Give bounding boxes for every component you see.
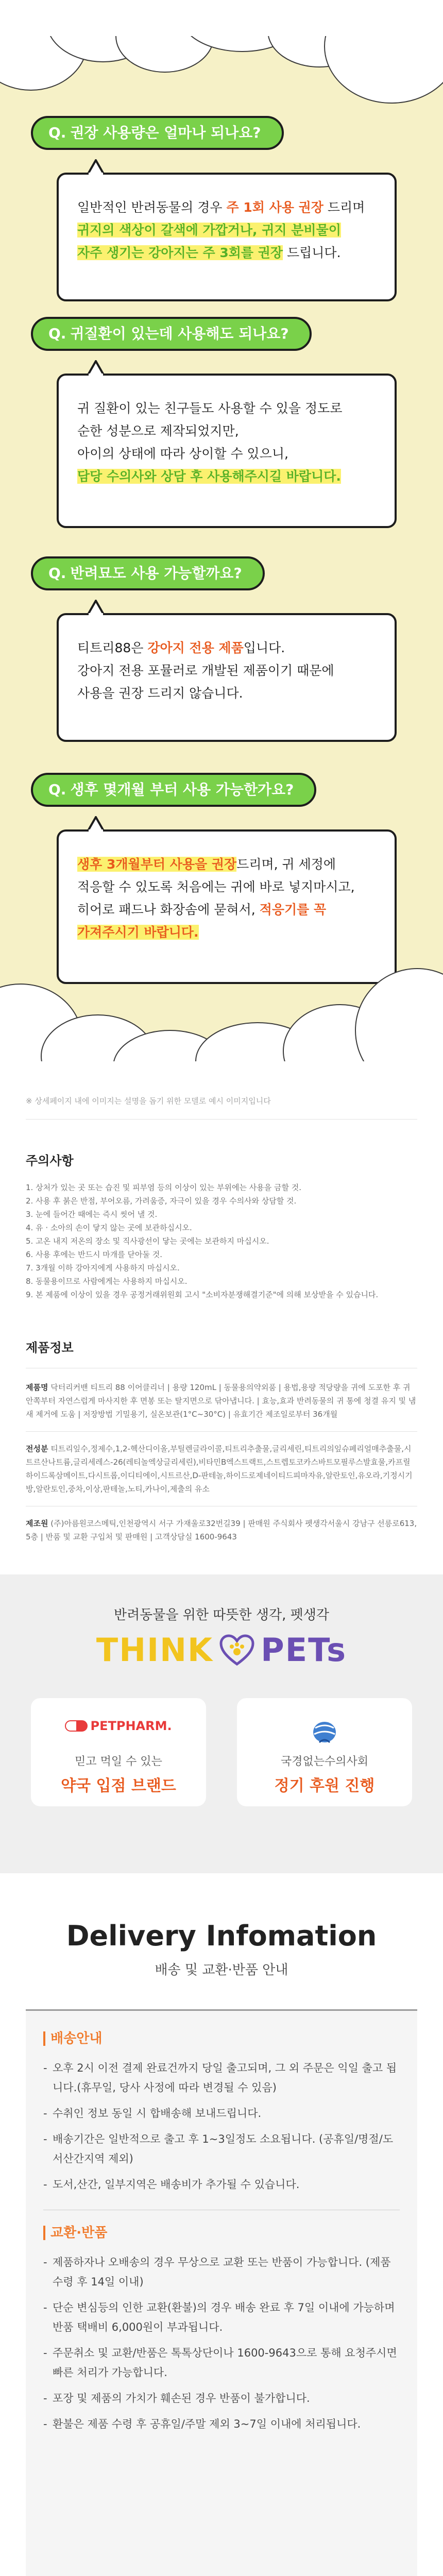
- vets-without-borders-logo: [237, 1719, 412, 1744]
- q-mark-icon: Q.: [48, 124, 66, 141]
- card-headline: 약국 입점 브랜드: [61, 1777, 176, 1795]
- answer-line: [77, 196, 376, 219]
- answer-line: [77, 465, 376, 488]
- answer-segment: 입니다.: [243, 640, 285, 655]
- caution-item: 4. 유 · 소아의 손이 닿지 않는 곳에 보관하십시오.: [26, 1223, 192, 1232]
- answer-line: [77, 219, 376, 242]
- answer-segment: 자주 생기는 강아지는 주 3회를 권장: [77, 245, 283, 260]
- faq-question-1[interactable]: [31, 116, 284, 150]
- answer-line: [77, 397, 376, 420]
- info-text: 닥터리커밴 티트리 88 이어클리너 | 용량 120mL | 동물용의약외품 | 용법,용량 적당량을 귀에 도포한 후 귀 안쪽부터 자연스럽게 마사지한 후 면봉 또는 탈지면으로 닦아냅니다. | 효능,효과 반려동물의 귀 통에 청결 유지 및 냄새 제거에 도움 | 저장방법 기밀용기, 실온보관(1°C~30°C) | 유효기간 제조일로부터 36개월: [26, 1383, 416, 1419]
- info-text: (주)아름원코스메틱,인천광역시 서구 가재울로32번길39 | 판매원 주식회사 펫생각서울시 강남구 선릉로613, 5층 | 반품 및 교환 구입처 및 판매원 | 고객상담실 1600-9643: [26, 1519, 417, 1541]
- delivery-section: [0, 1920, 443, 2576]
- product-info-main: [26, 1381, 417, 1421]
- answer-segment: 적응기를 꼭: [259, 902, 327, 917]
- divider: [26, 1431, 417, 1432]
- answer-lines: [77, 853, 376, 944]
- answer-segment: 순한 성분으로 제작되었지만,: [77, 423, 239, 438]
- product-info-section: [0, 1337, 443, 1544]
- shipping-item: - 수취인 정보 동일 시 합배송해 보내드립니다.: [43, 2104, 400, 2123]
- caution-item: 5. 고온 내지 저온의 장소 및 직사광선이 닿는 곳에는 보관하지 마십시오.: [26, 1236, 269, 1246]
- return-item: - 환불은 제품 수령 후 공휴일/주말 제외 3~7일 이내에 처리됩니다.: [43, 2414, 400, 2434]
- q-mark-icon: Q.: [48, 565, 66, 582]
- answer-segment: 귀지의 색상이 갈색에 가깝거나, 귀지 분비물이: [77, 223, 341, 238]
- logo-pets: PETs: [261, 1631, 347, 1669]
- answer-segment: 가져주시기 바랍니다.: [77, 925, 199, 940]
- faq-answer-1: [57, 173, 397, 301]
- faq-answer-3: [57, 613, 397, 742]
- thinkpets-logo: [0, 1631, 443, 1669]
- answer-segment: 주 1회 사용 권장: [226, 200, 323, 215]
- answer-segment: 강아지 전용 포뮬러로 개발된 제품이기 때문에: [77, 663, 334, 678]
- answer-line: [77, 876, 376, 899]
- brand-section: [0, 1574, 443, 1873]
- delivery-info-box: [26, 2009, 417, 2576]
- globe-vet-icon: [309, 1719, 340, 1745]
- q-mark-icon: Q.: [48, 781, 66, 798]
- divider: [26, 1119, 417, 1120]
- shipping-item: - 도서,산간, 일부지역은 배송비가 추가될 수 있습니다.: [43, 2175, 400, 2194]
- caution-list: [26, 1181, 417, 1301]
- speech-tail-icon: [86, 360, 106, 376]
- caution-item: 1. 상처가 있는 곳 또는 습진 및 피부염 등의 이상이 있는 부위에는 사용을 금할 것.: [26, 1183, 302, 1192]
- answer-segment: 생후 3개월부터 사용을 권장: [77, 857, 237, 872]
- info-label: 전성분: [26, 1444, 48, 1453]
- faq-question-3[interactable]: [31, 556, 265, 590]
- speech-tail-icon: [86, 600, 106, 615]
- speech-tail-icon: [86, 816, 106, 832]
- answer-line: [77, 659, 376, 682]
- heart-paw-icon: [219, 1634, 255, 1666]
- answer-line: [77, 637, 376, 659]
- answer-segment: 드리며, 귀 세정에: [236, 857, 336, 872]
- pill-icon: [65, 1720, 88, 1732]
- faq-question-4[interactable]: [31, 773, 316, 807]
- faq-question-text: 반려묘도 사용 가능할까요?: [70, 565, 242, 582]
- caution-item: 9. 본 제품에 이상이 있을 경우 공정거래위원회 고시 "소비자분쟁해결기준"에 의해 보상받을 수 있습니다.: [26, 1290, 379, 1299]
- answer-lines: [77, 196, 376, 264]
- return-item: - 포장 및 제품의 가치가 훼손된 경우 반품이 불가합니다.: [43, 2388, 400, 2408]
- petpharm-logo: [31, 1719, 206, 1744]
- petpharm-wordmark: PETPHARM.: [90, 1719, 172, 1733]
- faq-section: [0, 0, 443, 1082]
- product-info-title: 제품정보: [26, 1341, 74, 1355]
- caution-item: 8. 동물용이므로 사람에게는 사용하지 마십시오.: [26, 1277, 188, 1286]
- card-caption: 국경없는수의사회: [280, 1755, 369, 1768]
- answer-segment: 아이의 상태에 따라 상이할 수 있으니,: [77, 446, 288, 461]
- logo-think: THINK: [96, 1631, 214, 1669]
- delivery-subtitle: 배송 및 교환·반품 안내: [155, 1962, 288, 1978]
- faq-question-text: 생후 몇개월 부터 사용 가능한가요?: [70, 781, 294, 798]
- answer-segment: 담당 수의사와 상담 후 사용해주시길 바랍니다.: [77, 469, 341, 484]
- info-text: 티트리잎수,정제수,1,2-헥산디이올,부틸렌글라이콜,티트리추출물,글리세린,티트리의잎슈페리얼매추출물,시트르산나트륨,글리세레스-26(레티놀엑상글리세린),비타민B엑스트랙트,스트렙토코카스바트모필루스발효물,카프릴하이드록삼메이트,다시트롭,이디티에이,시트르산,D-판테놀,하이드로제네이티드피마자유,알란토인,유오라,기정시기방,알란토인,중차,이상,판테놀,노티,카나이,제출의 유소: [26, 1444, 413, 1494]
- brand-card-pharmacy: [31, 1698, 206, 1806]
- answer-segment: 일반적인 반려동물의 경우: [77, 200, 227, 215]
- faq-question-2[interactable]: [31, 317, 312, 351]
- return-heading: 교환·반품: [43, 2226, 400, 2240]
- return-item: - 제품하자나 오배송의 경우 무상으로 교환 또는 반품이 가능합니다. (제품 수령 후 14일 이내): [43, 2252, 400, 2292]
- caution-item: 7. 3개월 이하 강아지에게 사용하지 마십시오.: [26, 1263, 180, 1273]
- answer-segment: 귀 질환이 있는 친구들도 사용할 수 있을 정도로: [77, 401, 343, 416]
- faq-question-text: 권장 사용량은 얼마나 되나요?: [70, 124, 261, 141]
- q-mark-icon: Q.: [48, 325, 66, 342]
- return-list: [43, 2252, 400, 2434]
- answer-line: [77, 420, 376, 443]
- caution-item: 3. 눈에 들어간 때에는 즉시 씻어 낼 것.: [26, 1210, 158, 1219]
- shipping-item: - 배송기간은 일반적으로 출고 후 1~3일정도 소요됩니다. (공휴일/명절/도서산간지역 제외): [43, 2129, 400, 2168]
- caution-item: 6. 사용 후에는 반드시 마개를 닫아둘 것.: [26, 1250, 163, 1259]
- brand-subtitle: 반려동물을 위한 따뜻한 생각, 펫생각: [113, 1607, 330, 1623]
- answer-line: [77, 242, 376, 264]
- info-label: 제품명: [26, 1383, 48, 1392]
- return-item: - 주문취소 및 교환/반품은 톡톡상단이나 1600-9643으로 통해 요청주시면 빠른 처리가 가능합니다.: [43, 2343, 400, 2382]
- faq-question-text: 귀질환이 있는데 사용해도 되나요?: [70, 325, 289, 342]
- card-caption: 믿고 먹일 수 있는: [75, 1755, 162, 1768]
- answer-line: [77, 853, 376, 876]
- answer-lines: [77, 637, 376, 705]
- answer-segment: 사용을 권장 드리지 않습니다.: [77, 686, 243, 701]
- caution-title: 주의사항: [26, 1154, 74, 1168]
- shipping-list: [43, 2058, 400, 2194]
- answer-segment: 히어로 패드나 화장솜에 묻혀서,: [77, 902, 260, 917]
- delivery-title: Delivery Infomation: [66, 1920, 377, 1952]
- faq-answer-2: [57, 374, 397, 528]
- product-info-ingredients: [26, 1442, 417, 1496]
- answer-line: [77, 899, 376, 921]
- answer-segment: 드리며: [323, 200, 365, 215]
- shipping-heading: 배송안내: [43, 2031, 400, 2046]
- image-notice: ※ 상세페이지 내에 이미지는 설명을 돕기 위한 모델로 예시 이미지입니다: [26, 1096, 271, 1106]
- caution-item: 2. 사용 후 붉은 반점, 부어오름, 가려움증, 자극이 있을 경우 수의사와 상담할 것.: [26, 1196, 297, 1206]
- answer-segment: 티트리88은: [77, 640, 148, 655]
- answer-line: [77, 443, 376, 465]
- answer-segment: 적응할 수 있도록 처음에는 귀에 바로 넣지마시고,: [77, 879, 355, 894]
- speech-tail-icon: [86, 159, 106, 175]
- card-headline: 정기 후원 진행: [274, 1777, 375, 1795]
- answer-lines: [77, 397, 376, 488]
- cloud-decoration-top: [0, 0, 443, 118]
- answer-line: [77, 682, 376, 705]
- brand-card-sponsor: [237, 1698, 412, 1806]
- answer-segment: 강아지 전용 제품: [147, 640, 244, 655]
- return-item: - 단순 변심등의 인한 교환(환불)의 경우 배송 완료 후 7일 이내에 가능하며 반품 택배비 6,000원이 부과됩니다.: [43, 2298, 400, 2337]
- info-label: 제조원: [26, 1519, 48, 1528]
- answer-segment: 드립니다.: [283, 245, 341, 260]
- product-info-maker: [26, 1517, 417, 1544]
- cloud-decoration-bottom: [0, 938, 443, 1082]
- caution-section: [0, 1150, 443, 1301]
- shipping-item: - 오후 2시 이전 결제 완료건까지 당일 출고되며, 그 외 주문은 익일 출고 됩니다.(휴무일, 당사 사정에 따라 변경될 수 있음): [43, 2058, 400, 2097]
